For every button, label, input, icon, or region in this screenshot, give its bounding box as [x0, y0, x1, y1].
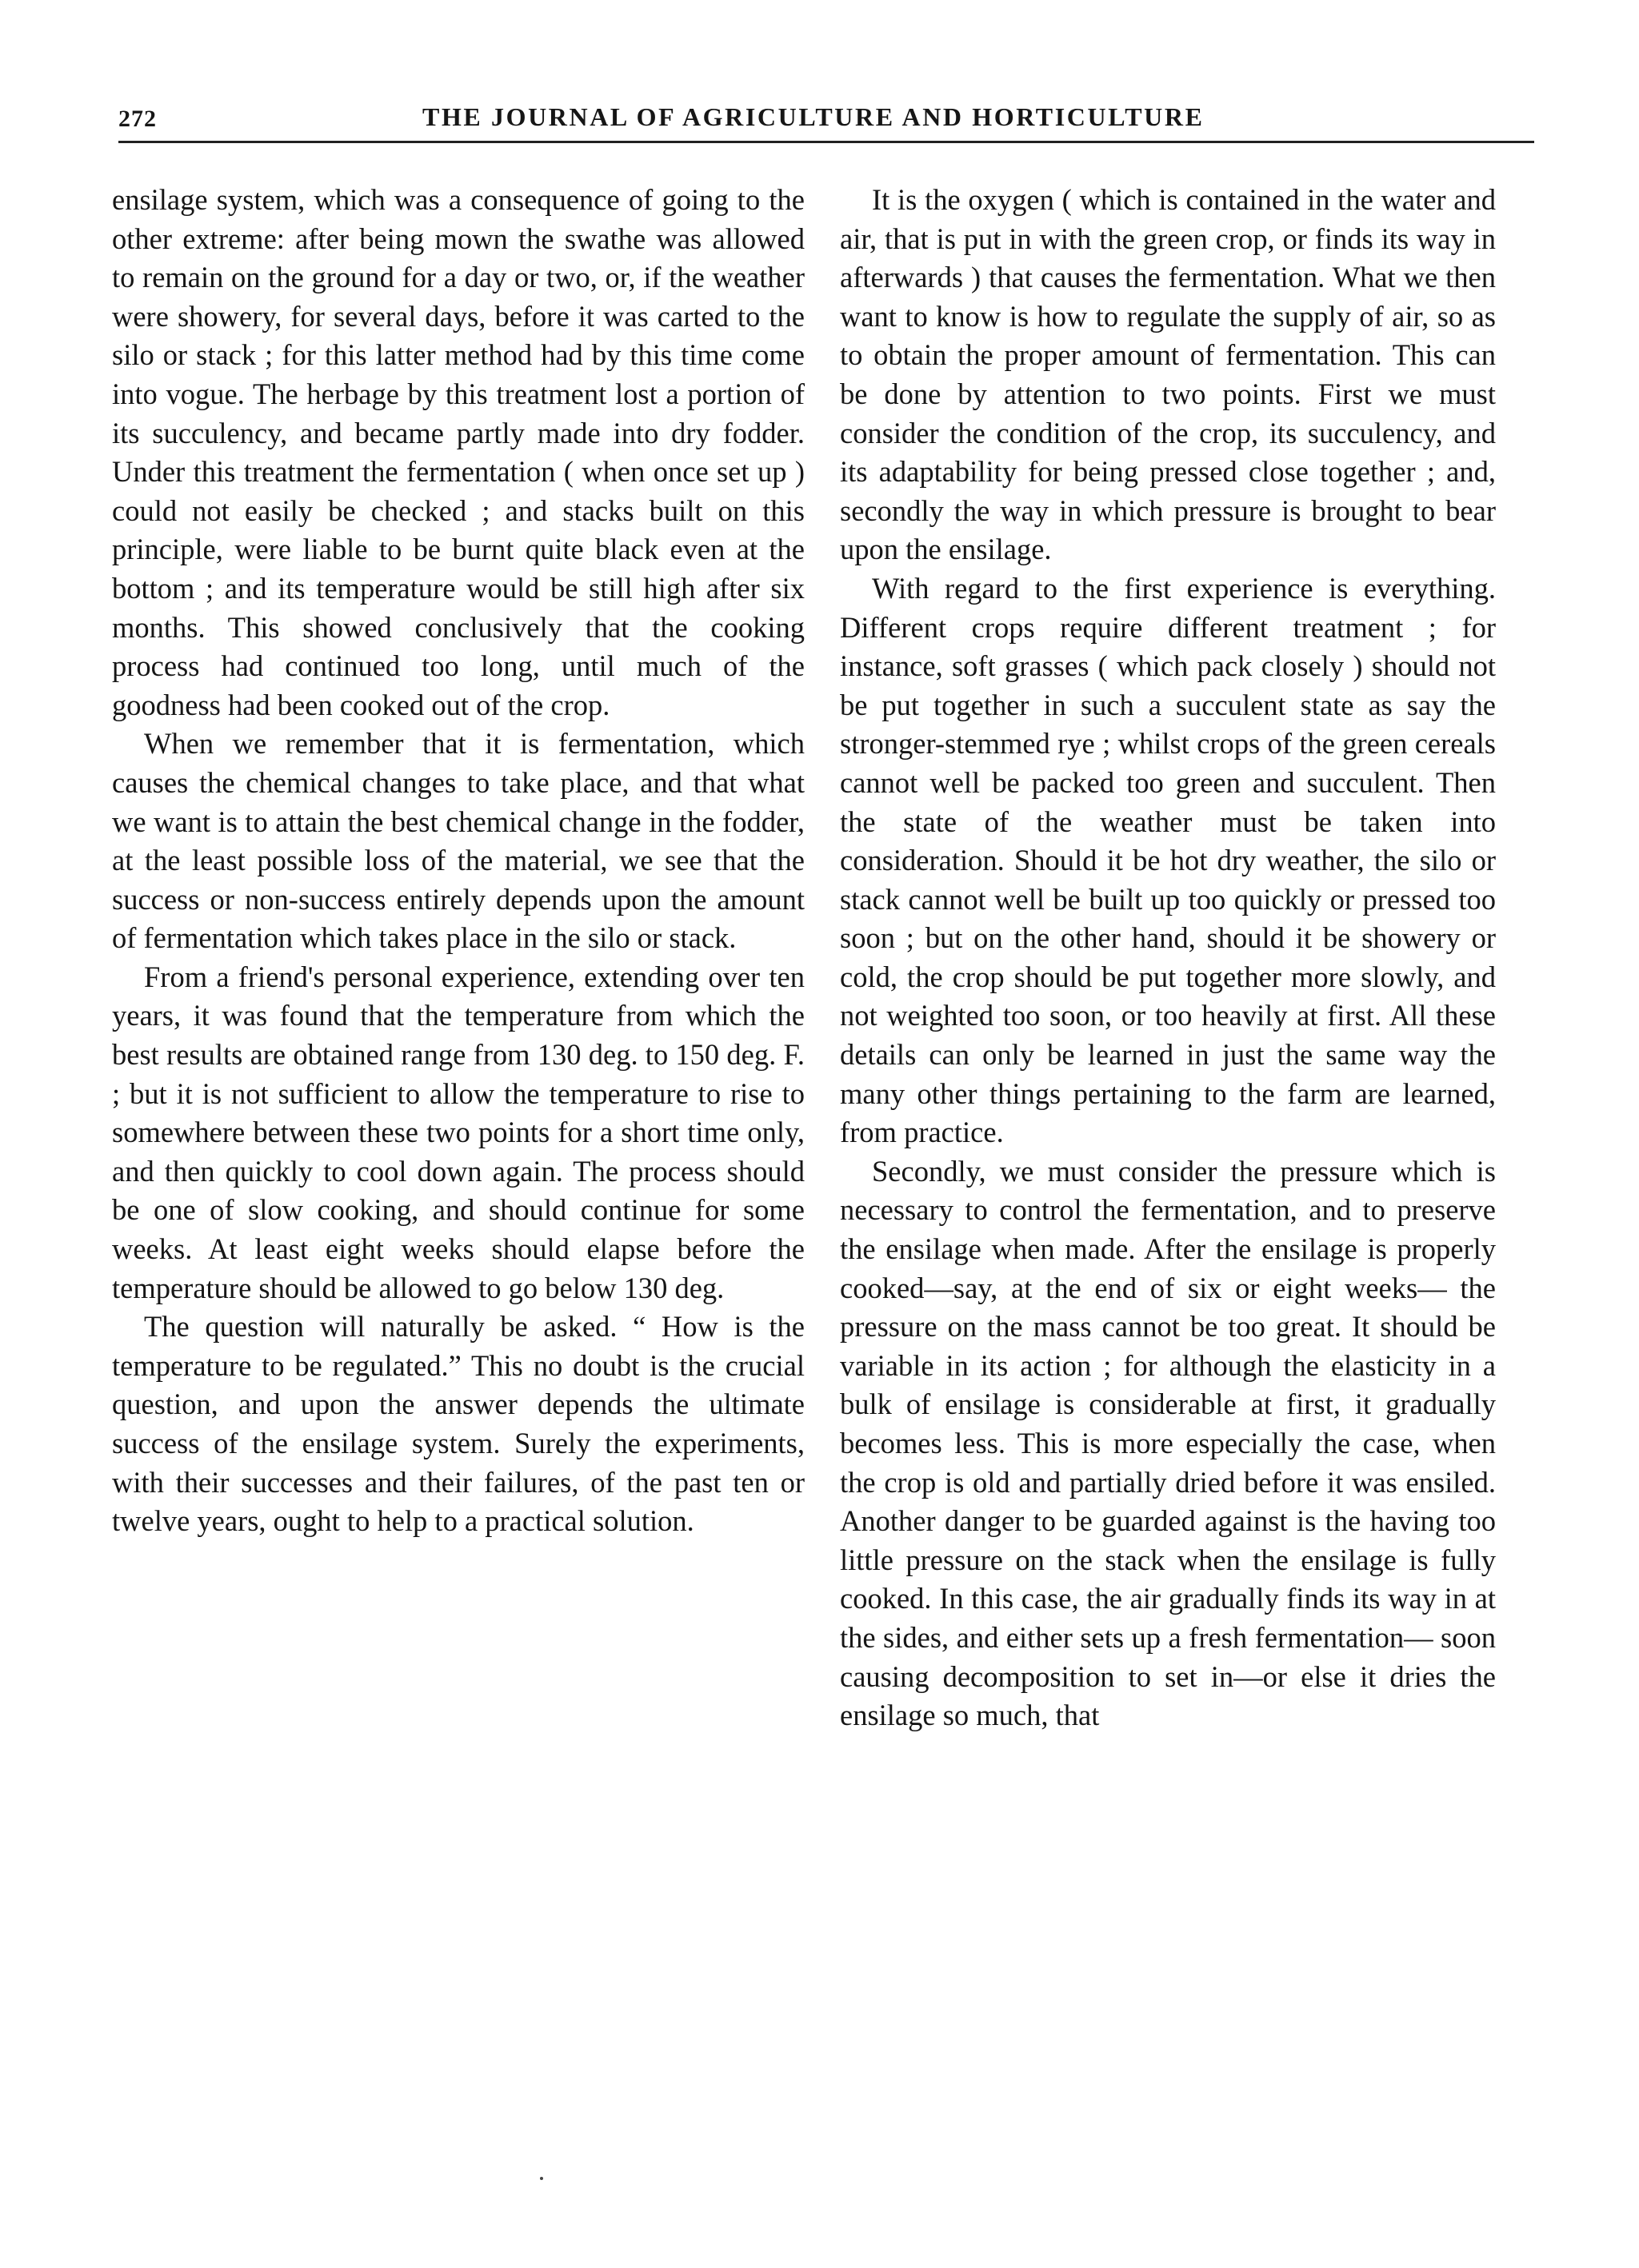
- paragraph: The question will naturally be asked. “ How is the temperature to be regulated.” This no doubt is the crucial question, and upon the answer depends the ultimate success of the ensilage system. Surely the experiments, with their successes and their failures, of the past ten or twelve years, ought to help to a practical solution.: [112, 1310, 805, 1538]
- paragraph: From a friend's personal experience, extending over ten years, it was found that the temperature from which the best results are obtained range from 130 deg. to 150 deg. F. ; but it is not sufficient to allow the temperature to rise to somewhere between these two points for a short time only, and then quickly to cool down again. The process should be one of slow cooking, and should continue for some weeks. At least eight weeks should elapse before the temperature should be allowed to go below 130 deg.: [112, 960, 805, 1304]
- paragraph: Secondly, we must consider the pressure which is necessary to control the fermentation, and to preserve the ensilage when made. After the ensilage is properly cooked—say, at the end of six or eight weeks— the pressure on the mass cannot be too great. It should be variable in its action ; for although the elasticity in a bulk of ensilage is considerable at first, it gradually becomes less. This is more especially the case, when the crop is old and partially dried before it was ensiled. Another danger to be guarded against is the having too little pressure on the stack when the ensilage is fully cooked. In this case, the air gradually finds its way in at the sides, and either sets up a fresh fermentation— soon causing decomposition to set in—or else it dries the ensilage so much, that: [840, 1154, 1496, 1732]
- print-speck: [540, 2177, 543, 2180]
- paragraph: It is the oxygen ( which is contained in the water and air, that is put in with the green crop, or finds its way in afterwards ) that causes the fermentation. What we then want to know is how to regulate the supply of air, so as to obtain the proper amount of fermentation. This can be done by attention to two points. First we must consider the condition of the crop, its succulency, and its adaptability for being pressed close together ; and, secondly the way in which pressure is brought to bear upon the ensilage.: [840, 183, 1496, 566]
- right-column: [840, 181, 1496, 1735]
- left-column: [112, 181, 805, 1541]
- page-header: [118, 94, 1534, 144]
- page-number: 272: [118, 106, 157, 132]
- paragraph: ensilage system, which was a consequence of going to the other extreme: after being mown the swathe was allowed to remain on the ground for a day or two, or, if the weather were showery, for several days, before it was carted to the silo or stack ; for this latter method had by this time come into vogue. The herbage by this treatment lost a portion of its succulency, and became partly made into dry fodder. Under this treatment the fermentation ( when once set up ) could not easily be checked ; and stacks built on this principle, were liable to be burnt quite black even at the bottom ; and its temperature would be still high after six months. This showed conclusively that the cooking process had continued too long, until much of the goodness had been cooked out of the crop.: [112, 183, 805, 721]
- header-rule: [118, 141, 1534, 143]
- paragraph: With regard to the first experience is everything. Different crops require different treatment ; for instance, soft grasses ( which pack closely ) should not be put together in such a succulent state as say the stronger-stemmed rye ; whilst crops of the green cereals cannot well be packed too green and succulent. Then the state of the weather must be taken into consideration. Should it be hot dry weather, the silo or stack cannot well be built up too quickly or pressed too soon ; but on the other hand, should it be showery or cold, the crop should be put together more slowly, and not weighted too soon, or too heavily at first. All these details can only be learned in just the same way the many other things pertaining to the farm are learned, from practice.: [840, 571, 1496, 1149]
- running-title: THE JOURNAL OF AGRICULTURE AND HORTICULTURE: [422, 102, 1205, 131]
- paragraph: When we remember that it is fermentation, which causes the chemical changes to take place, and that what we want is to attain the best chemical change in the fodder, at the least possible loss of the material, we see that the success or non-success entirely depends upon the amount of fermentation which takes place in the silo or stack.: [112, 727, 805, 955]
